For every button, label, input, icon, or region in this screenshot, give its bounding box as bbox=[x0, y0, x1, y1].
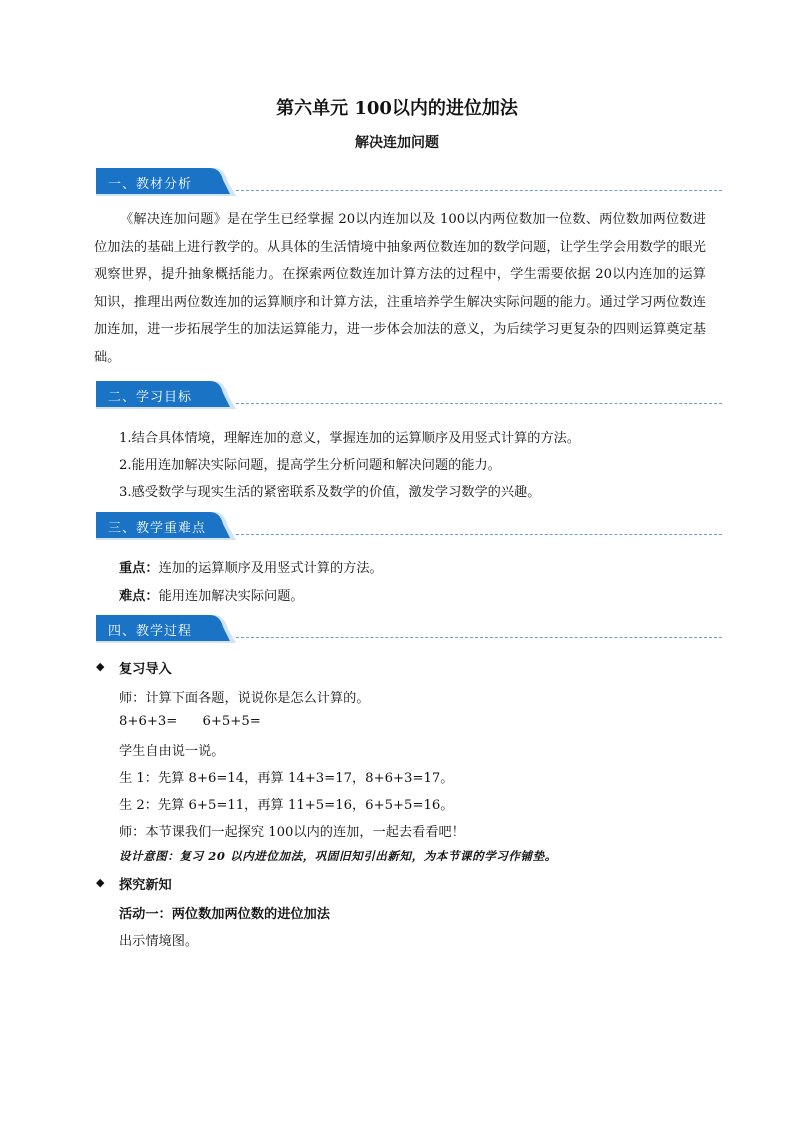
section-tab bbox=[96, 512, 236, 540]
activity-heading: 活动一：两位数加两位数的进位加法 bbox=[119, 907, 330, 922]
objective-item: 3.感受数学与现实生活的紧密联系及数学的价值，激发学习数学的兴趣。 bbox=[119, 485, 541, 500]
key-point-line bbox=[119, 557, 383, 576]
section-header-analysis bbox=[96, 168, 722, 198]
analysis-paragraph: 《解决连加问题》是在学生已经掌握 20以内连加以及 100以内两位数加一位数、两位数加两位数进位加法的基础上进行教学的。从具体的生活情境中抽象两位数连加的数学问题，让学生学会用数学的眼光观察世界，提升抽象概括能力。在探索两位数连加计算方法的过程中，学生需要依据 20以内连加的运算知识，推理出两位数连加的运算顺序和计算方法，注重培养学生解决实际问题的能力。通过学习两位数连加连加，进一步拓展学生的加法运算能力，进一步体会加法的意义，为后续学习更复杂的四则运算奠定基础。 bbox=[94, 212, 706, 365]
dashed-divider bbox=[236, 403, 722, 404]
process-line: 8+6+3= 6+5+5= bbox=[119, 714, 261, 729]
difficult-point-text: 能用连加解决实际问题。 bbox=[158, 589, 304, 604]
diamond-bullet-icon: ◆ bbox=[96, 660, 105, 673]
difficult-point-label: 难点： bbox=[119, 589, 159, 604]
section-label: 四、教学过程 bbox=[108, 624, 193, 639]
diamond-bullet-icon: ◆ bbox=[96, 876, 105, 889]
dashed-divider bbox=[236, 190, 722, 191]
objective-item: 2.能用连加解决实际问题，提高学生分析问题和解决问题的能力。 bbox=[119, 458, 501, 473]
objective-item: 1.结合具体情境，理解连加的意义，掌握连加的运算顺序及用竖式计算的方法。 bbox=[119, 431, 580, 446]
section-header-objectives bbox=[96, 381, 722, 411]
dashed-divider bbox=[236, 637, 722, 638]
section-tab bbox=[96, 615, 236, 643]
section-label: 二、学习目标 bbox=[108, 390, 193, 405]
process-line: 师：计算下面各题，说说你是怎么计算的。 bbox=[119, 691, 370, 706]
key-point-text: 连加的运算顺序及用竖式计算的方法。 bbox=[158, 561, 383, 576]
process-line: 学生自由说一说。 bbox=[119, 744, 225, 759]
dashed-divider bbox=[236, 534, 722, 535]
section-header-key-points bbox=[96, 512, 722, 542]
process-line: 生 2：先算 6+5=11，再算 11+5=16，6+5+5=16。 bbox=[119, 798, 454, 813]
process-line: 生 1：先算 8+6=14，再算 14+3=17，8+6+3=17。 bbox=[119, 771, 454, 786]
explore-heading: 探究新知 bbox=[119, 878, 172, 893]
lesson-subtitle: 解决连加问题 bbox=[355, 135, 439, 151]
review-heading: 复习导入 bbox=[119, 662, 172, 677]
document-title: 第六单元 100以内的进位加法 bbox=[276, 98, 518, 119]
difficult-point-line bbox=[119, 585, 304, 604]
section-label: 三、教学重难点 bbox=[108, 521, 207, 536]
process-line: 师：本节课我们一起探究 100以内的连加，一起去看看吧！ bbox=[119, 825, 465, 840]
design-intent-note: 设计意图：复习 20 以内进位加法，巩固旧知引出新知，为本节课的学习作铺垫。 bbox=[119, 849, 557, 863]
section-header-process bbox=[96, 615, 722, 645]
section-tab bbox=[96, 168, 236, 196]
section-tab bbox=[96, 381, 236, 409]
section-label: 一、教材分析 bbox=[108, 177, 193, 192]
process-line: 出示情境图。 bbox=[119, 934, 199, 949]
key-point-label: 重点： bbox=[119, 561, 159, 576]
